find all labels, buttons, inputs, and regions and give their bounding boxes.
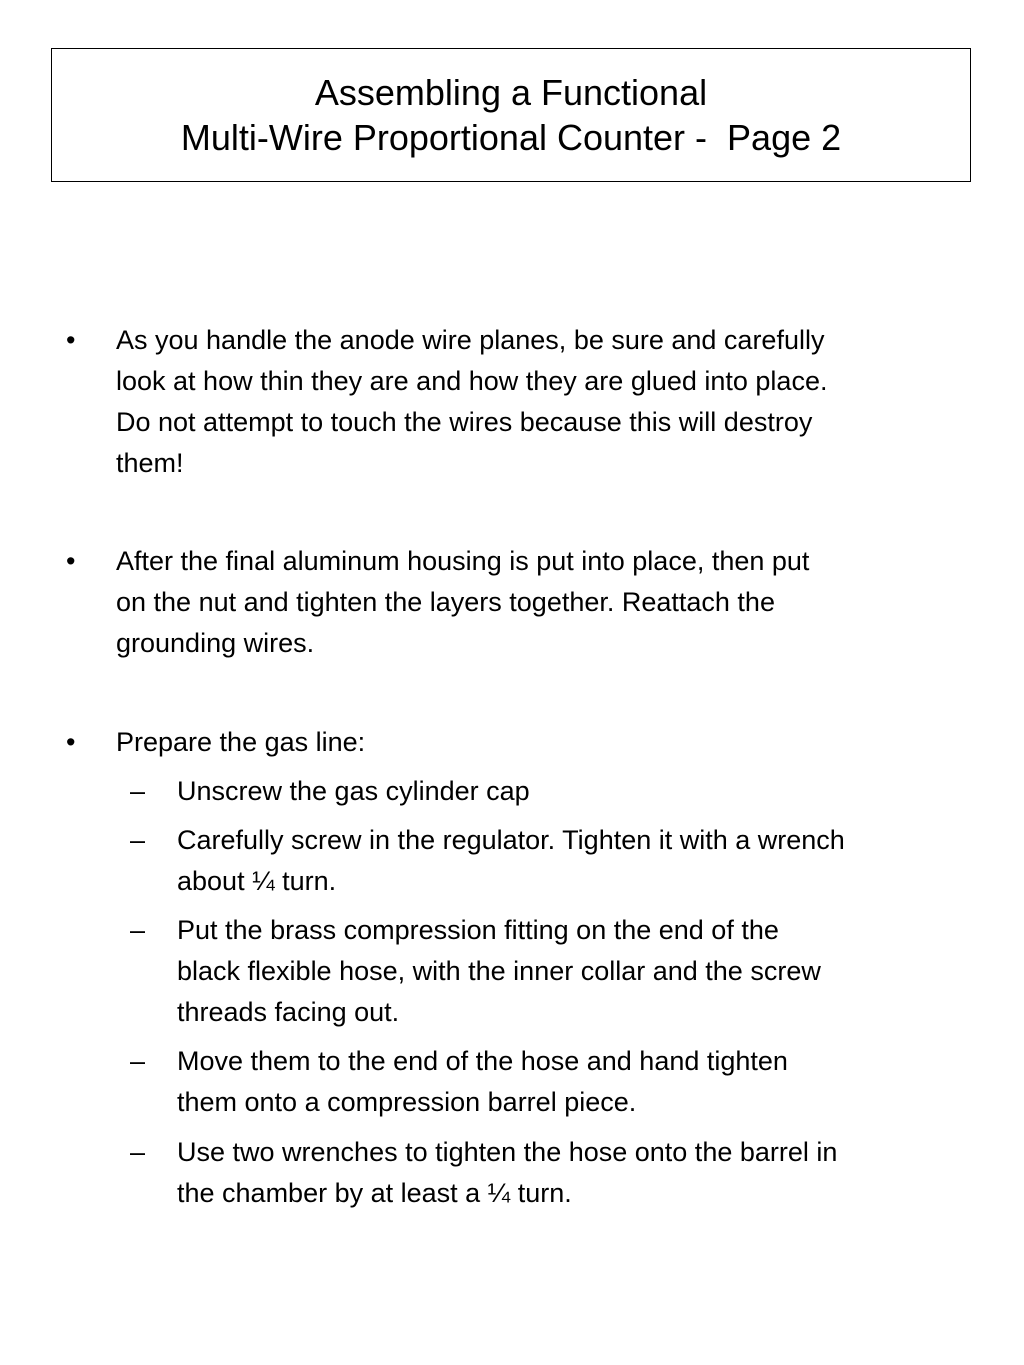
bullet-item	[116, 722, 976, 763]
sub-item-line: them onto a compression barrel piece.	[177, 1087, 637, 1117]
bullet-line: them!	[116, 448, 184, 478]
bullet-item	[116, 541, 976, 664]
sub-item	[177, 1041, 977, 1123]
bullet-marker: •	[66, 727, 76, 757]
bullet-line: After the final aluminum housing is put into place, then put	[116, 546, 810, 576]
bullet-line: Prepare the gas line:	[116, 727, 366, 757]
sub-item	[177, 910, 977, 1033]
bullet-item	[116, 320, 976, 484]
bullet-line: Do not attempt to touch the wires because this will destroy	[116, 407, 813, 437]
sub-item-line: about ¼ turn.	[177, 866, 337, 896]
sub-item-marker: –	[130, 825, 146, 855]
sub-item-marker: –	[130, 1137, 146, 1167]
sub-item	[177, 820, 977, 902]
sub-item-line: Put the brass compression fitting on the end of the	[177, 915, 779, 945]
sub-item-marker: –	[130, 1046, 146, 1076]
sub-item-line: threads facing out.	[177, 997, 400, 1027]
sub-item-line: the chamber by at least a ¼ turn.	[177, 1178, 572, 1208]
slide-title-box	[51, 48, 971, 182]
sub-item	[177, 771, 977, 812]
bullet-marker: •	[66, 546, 76, 576]
sub-item-line: Carefully screw in the regulator. Tighten it with a wrench	[177, 825, 845, 855]
bullet-line: grounding wires.	[116, 628, 315, 658]
sub-item-line: black flexible hose, with the inner collar and the screw	[177, 956, 821, 986]
bullet-line: look at how thin they are and how they are glued into place.	[116, 366, 828, 396]
sub-item-marker: –	[130, 776, 146, 806]
sub-item-line: Move them to the end of the hose and hand tighten	[177, 1046, 788, 1076]
sub-item-line: Use two wrenches to tighten the hose onto the barrel in	[177, 1137, 838, 1167]
sub-item-marker: –	[130, 915, 146, 945]
bullet-line: As you handle the anode wire planes, be sure and carefully	[116, 325, 825, 355]
bullet-marker: •	[66, 325, 76, 355]
sub-item	[177, 1132, 977, 1214]
sub-item-line: Unscrew the gas cylinder cap	[177, 776, 530, 806]
slide-title-line-2: Multi-Wire Proportional Counter - Page 2	[180, 117, 842, 158]
slide-title-line-1: Assembling a Functional	[314, 72, 708, 113]
bullet-line: on the nut and tighten the layers together. Reattach the	[116, 587, 775, 617]
